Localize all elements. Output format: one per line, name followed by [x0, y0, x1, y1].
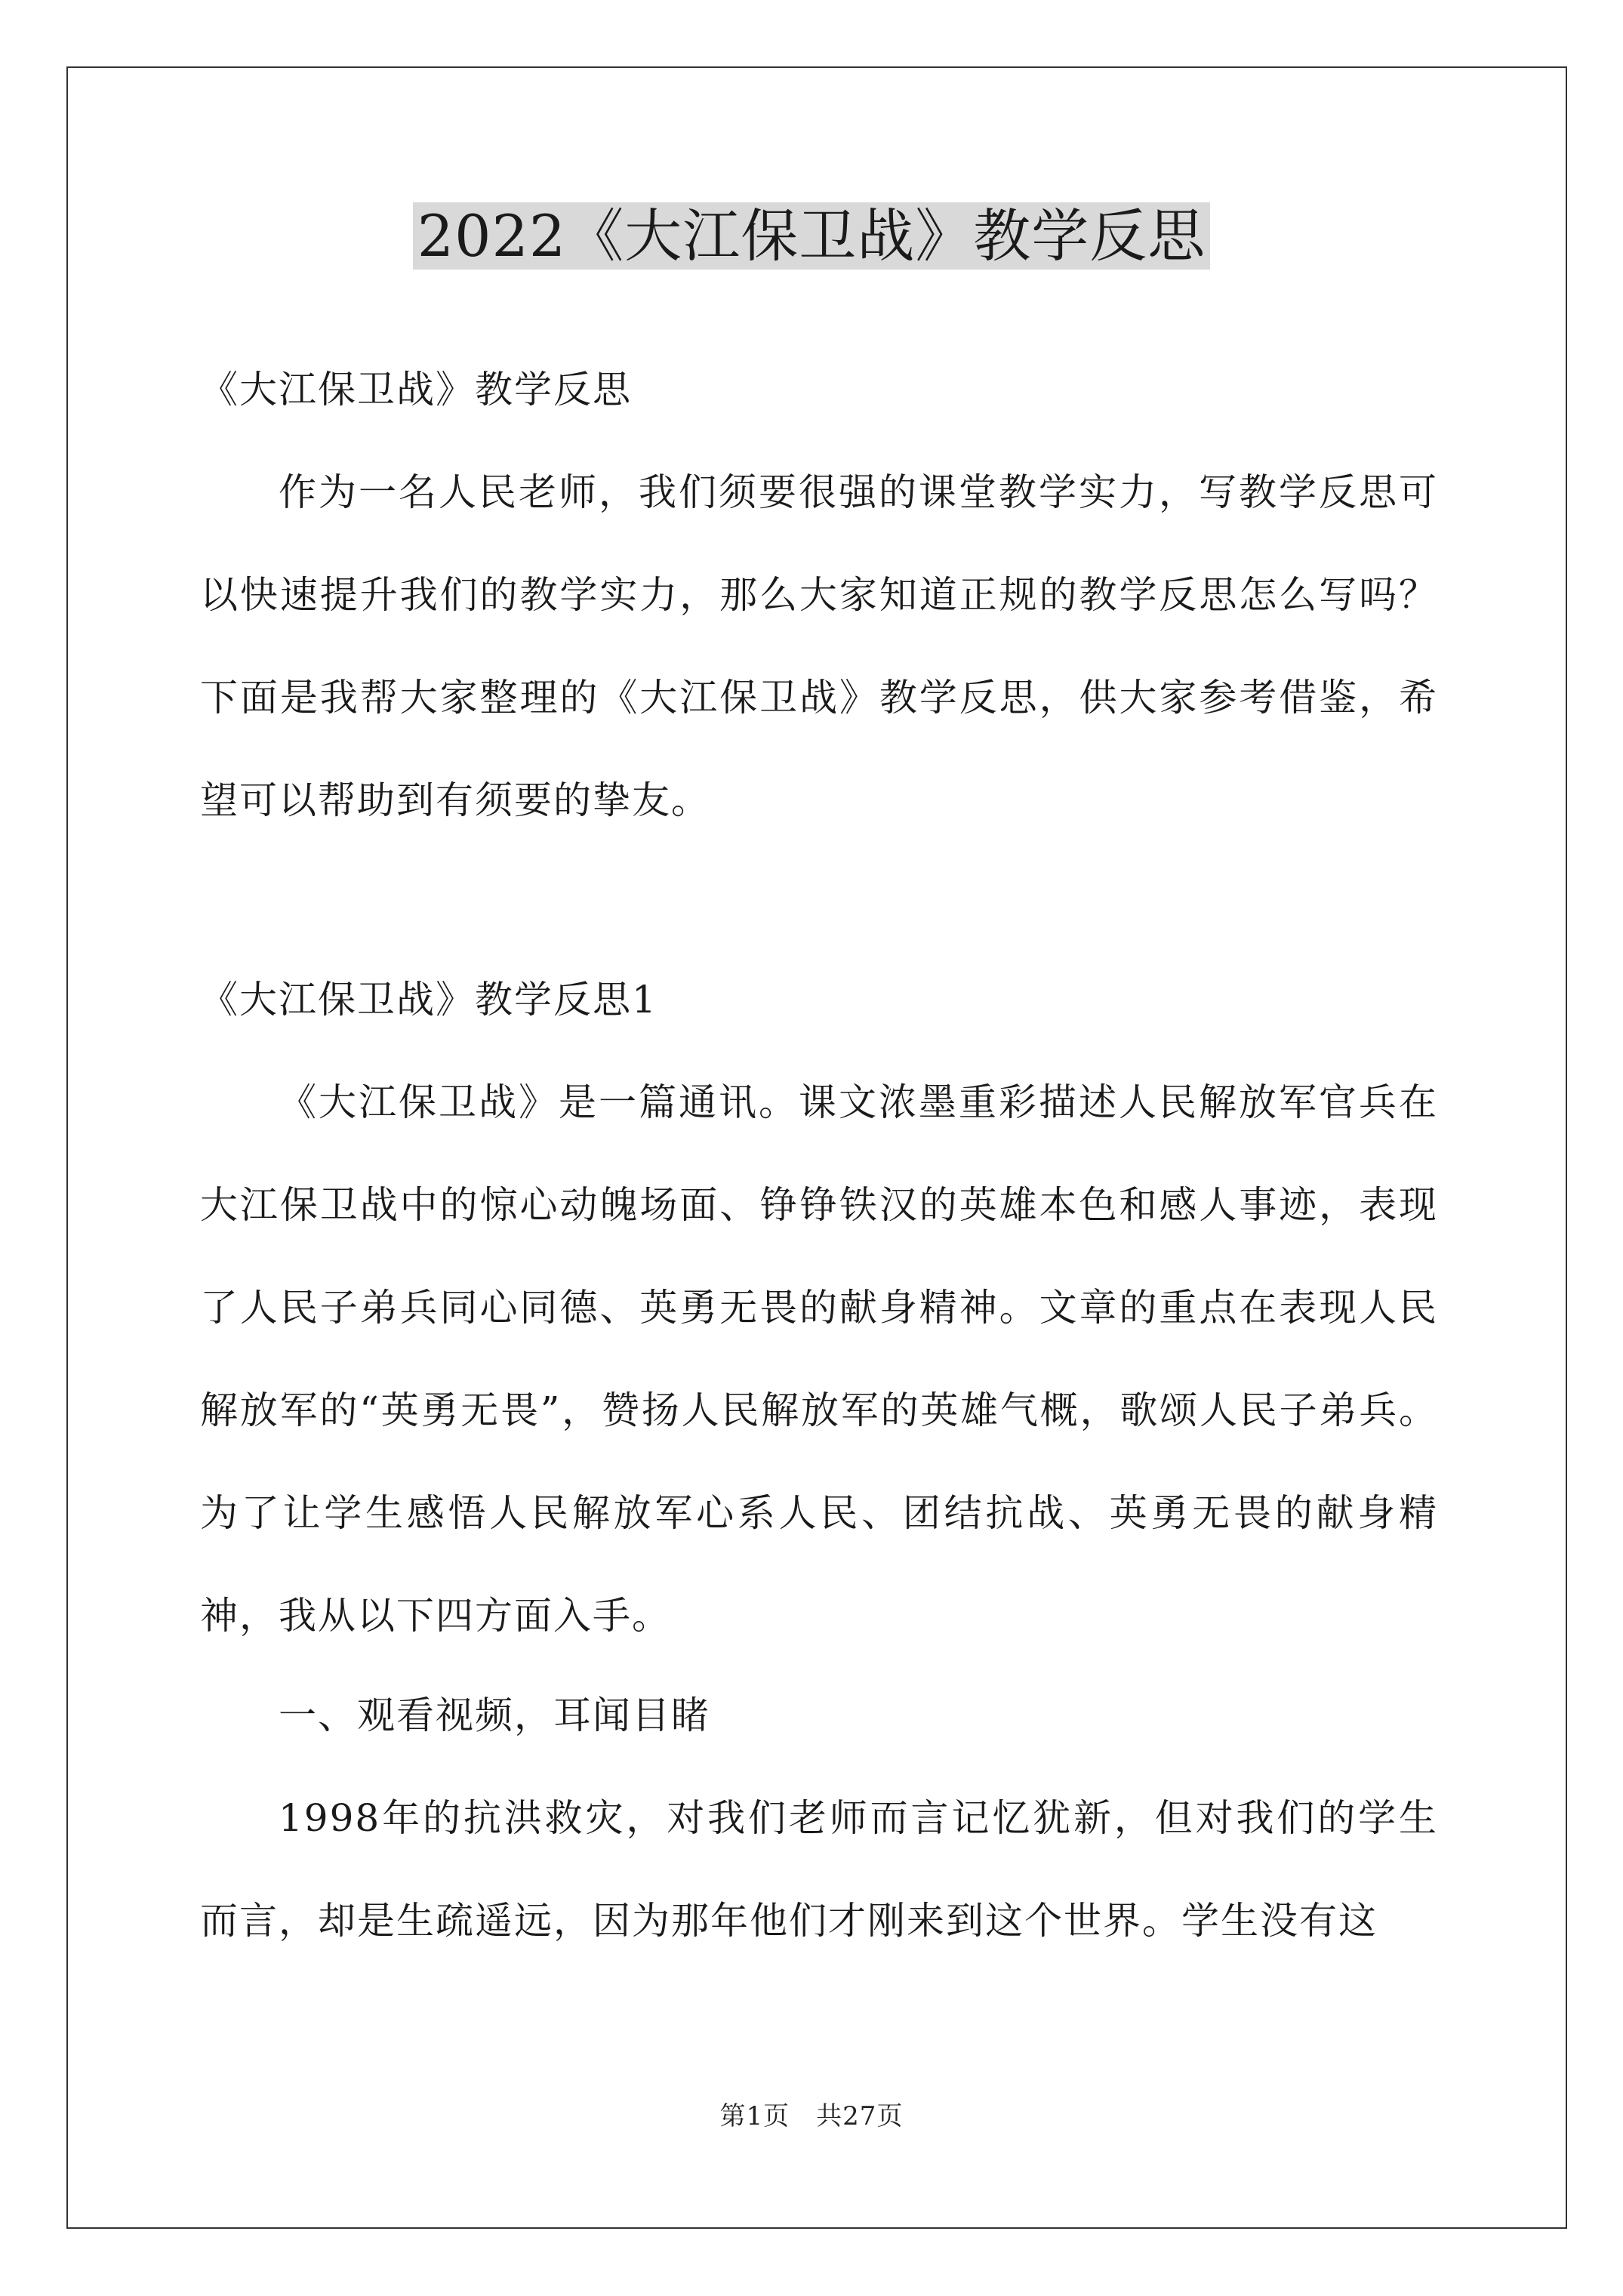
section1-point-1: 一、观看视频，耳闻目睹	[279, 1693, 710, 1737]
document-title-text: 2022《大江保卫战》教学反思	[413, 202, 1210, 270]
section1-paragraph-2: 1998年的抗洪救灾，对我们老师而言记忆犹新，但对我们的学生而言，却是生疏遥远，因为那年他们才刚来到这个世界。学生没有这	[200, 1796, 1438, 1943]
subtitle: 《大江保卫战》教学反思	[200, 368, 632, 411]
page-footer: 第1页 共27页	[719, 2101, 904, 2131]
document-title	[0, 195, 1623, 278]
section1-paragraph-1: 《大江保卫战》是一篇通讯。课文浓墨重彩描述人民解放军官兵在大江保卫战中的惊心动魄场面、铮铮铁汉的英雄本色和感人事迹，表现了人民子弟兵同心同德、英勇无畏的献身精神。文章的重点在表现人民解放军的“英勇无畏”，赞扬人民解放军的英雄气概，歌颂人民子弟兵。为了让学生感悟人民解放军心系人民、团结抗战、英勇无畏的献身精神，我从以下四方面入手。	[200, 1080, 1438, 1638]
intro-paragraph: 作为一名人民老师，我们须要很强的课堂教学实力，写教学反思可以快速提升我们的教学实力，那么大家知道正规的教学反思怎么写吗？下面是我帮大家整理的《大江保卫战》教学反思，供大家参考借鉴，希望可以帮助到有须要的挚友。	[200, 470, 1438, 822]
section-heading-1: 《大江保卫战》教学反思1	[200, 978, 658, 1022]
